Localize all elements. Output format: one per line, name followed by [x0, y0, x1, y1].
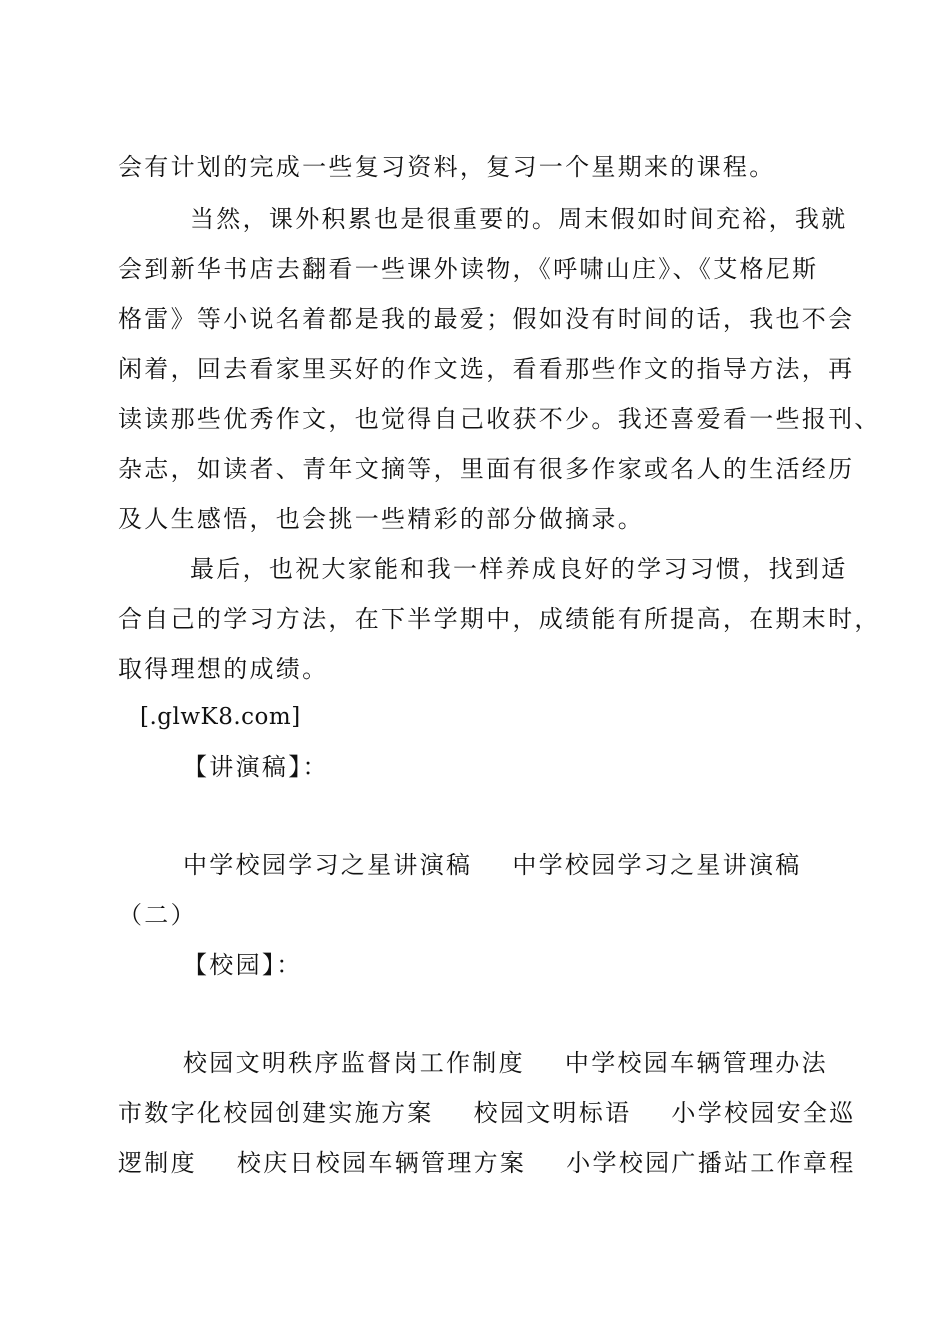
speech-links-row: [183, 850, 903, 880]
campus-link[interactable]: 小学校园安全巡: [671, 1099, 856, 1127]
campus-section-heading: 【校园】：: [183, 951, 303, 979]
campus-link[interactable]: 校园文明秩序监督岗工作制度: [183, 1049, 525, 1077]
campus-links-row: [118, 1098, 856, 1128]
campus-link[interactable]: 中学校园车辆管理办法: [564, 1049, 828, 1077]
campus-link[interactable]: 校庆日校园车辆管理方案: [236, 1149, 527, 1177]
paragraph-line: 格雷》等小说名着都是我的最爱；假如没有时间的话，我也不会: [118, 305, 855, 333]
paragraph-line: 当然，课外积累也是很重要的。周末假如时间充裕，我就: [190, 205, 848, 233]
paragraph-line: 读读那些优秀作文，也觉得自己收获不少。我还喜爱看一些报刊、: [118, 405, 881, 433]
paragraph-line: 合自己的学习方法，在下半学期中，成绩能有所提高，在期末时，: [118, 605, 881, 633]
paragraph-line: 最后，也祝大家能和我一样养成良好的学习习惯，找到适: [190, 555, 848, 583]
paragraph-line: 取得理想的成绩。: [118, 655, 329, 683]
campus-link[interactable]: 小学校园广播站工作章程: [566, 1149, 856, 1177]
paragraph-line: 会到新华书店去翻看一些课外读物，《呼啸山庄》、《艾格尼斯: [118, 255, 819, 283]
speech-link[interactable]: 中学校园学习之星讲演稿: [512, 851, 802, 879]
speech-link[interactable]: 中学校园学习之星讲演稿: [183, 851, 473, 879]
source-tag: [.glwK8.com]: [140, 704, 301, 730]
paragraph-line: 会有计划的完成一些复习资料，复习一个星期来的课程。: [118, 153, 776, 181]
campus-links-row: [118, 1148, 856, 1178]
paragraph-line: 杂志，如读者、青年文摘等，里面有很多作家或名人的生活经历: [118, 455, 855, 483]
campus-link[interactable]: 市数字化校园创建实施方案: [118, 1099, 434, 1127]
campus-links-row: [183, 1048, 903, 1078]
paragraph-line: 闲着，回去看家里买好的作文选，看看那些作文的指导方法，再: [118, 355, 855, 383]
speech-section-heading: 【讲演稿】：: [183, 753, 329, 781]
campus-link[interactable]: 校园文明标语: [473, 1099, 632, 1127]
paragraph-line: 及人生感悟，也会挑一些精彩的部分做摘录。: [118, 505, 644, 533]
speech-link-continuation[interactable]: （二）: [118, 901, 197, 929]
campus-link[interactable]: 逻制度: [118, 1149, 197, 1177]
